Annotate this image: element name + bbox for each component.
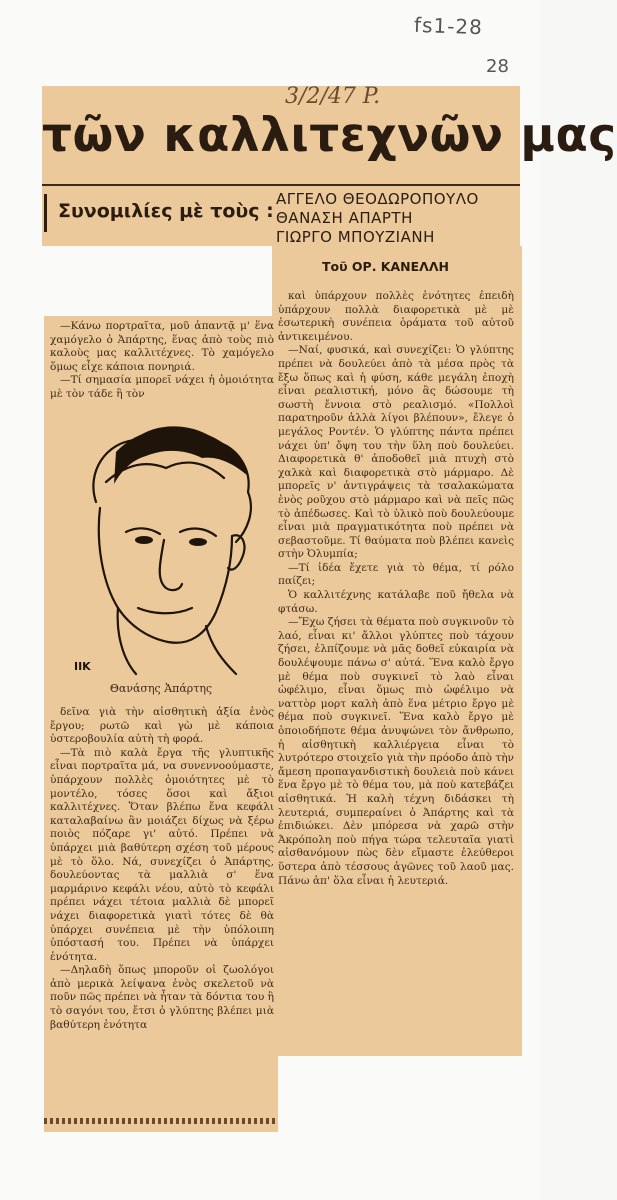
- headline: τῶν καλλιτεχνῶν μας: [42, 108, 617, 163]
- portrait-sketch: [56, 412, 268, 678]
- interviewee-name: ΓΙΩΡΓΟ ΜΠΟΥΖΙΑΝΗ: [276, 228, 435, 246]
- subhead-bar: [44, 194, 47, 232]
- interviewee-list: [276, 190, 479, 247]
- paragraph: —Κάνω πορτραῖτα, μοῦ ἀπαντᾷ μ' ἕνα χαμόγελο ὁ Ἀπάρτης, ἕνας ἀπὸ τοὺς πιὸ καλοὺς μας καλλιτέχνες. Τὸ χαμόγελο ὅμως εἶχε κάποια πονηριά.: [50, 320, 274, 373]
- byline: Τοῦ ΟΡ. ΚΑΝΕΛΛΗ: [322, 259, 449, 274]
- right-column: [278, 290, 514, 888]
- paragraph: —Δηλαδὴ ὅπως μποροῦν οἱ ζωολόγοι ἀπὸ μερικὰ λείψανα ἑνὸς σκελετοῦ νὰ ποῦν πῶς πρέπει νὰ ἦταν τὰ δόντια του ἢ τὸ σαγόνι του, ἔτσι ὁ γλύπτης βλέπει μιὰ βαθύτερη ἑνότητα: [50, 964, 274, 1031]
- paragraph: —Τί σημασία μπορεῖ νάχει ἡ ὁμοιότητα μὲ τὸν τάδε ἢ τὸν: [50, 374, 274, 400]
- page-number: 28: [486, 56, 509, 77]
- paragraph: —Τί ἰδέα ἔχετε γιὰ τὸ θέμα, τί ρόλο παίζει;: [278, 561, 514, 588]
- left-column-bottom: [50, 706, 274, 1032]
- paragraph: καὶ ὑπάρχουν πολλὲς ἑνότητες ἐπειδὴ ὑπάρχουν πολλὰ διαφορετικὰ μὲ μὲ ἐσωτερικὴ συνέπεια ὁράματα τοῦ αὐτοῦ ἀντικειμένου.: [278, 290, 514, 343]
- svg-text:ΙΙΚ: ΙΙΚ: [74, 660, 91, 673]
- subhead: Συνομιλίες μὲ τοὺς :: [58, 200, 274, 222]
- paragraph: —Ναί, φυσικά, καὶ συνεχίζει: Ὁ γλύπτης πρέπει νὰ δουλεύει ἀπὸ τὰ μέσα πρὸς τὰ ἔξω ὅπως καὶ ἡ φύση, κάθε μεγάλη ἐποχὴ εἶναι ρεαλιστική, μόνο ἂς δώσουμε τὴ σωστὴ ἔννοια στὸ ρεαλισμό. «Πολλοὶ παρατηροῦν ἀλλὰ λίγοι βλέπουν», ἔλεγε ὁ μεγάλος Ροντέν. Ὁ γλύπτης πάντα πρέπει νάχει ὑπ' ὄψη του τὴν ὕλη ποὺ δουλεύει. Διαφορετικὰ θ' ἀποδοθεῖ μιὰ πτυχὴ στὸ χαλκὰ καὶ διαφορετικὰ στὸ μάρμαρο. Δὲ μπορεῖς ν' ἀντιγράψεις τὰ τσαλακώματα ἑνὸς ροῦχου στὸ μάρμαρο καὶ νὰ πεῖς πῶς τὸ ἀπέδωσες. Καὶ τὸ ὑλικὸ ποὺ δουλεύουμε εἶναι μιὰ πραγματικότητα ποὺ πρέπει νὰ σεβαστοῦμε. Τί θαύματα ποὺ βλέπει κανεὶς στὴν Ὀλυμπία;: [278, 344, 514, 561]
- clipping-bottom-rule: [44, 1118, 278, 1124]
- interviewee-name: ΘΑΝΑΣΗ ΑΠΑΡΤΗ: [276, 209, 413, 227]
- portrait-caption: Θανάσης Ἀπάρτης: [109, 682, 213, 695]
- left-column-top: [50, 320, 274, 402]
- paragraph: —Ἔχω ζήσει τὰ θέματα ποὺ συγκινοῦν τὸ λαό, εἶναι κι' ἄλλοι γλύπτες ποὺ τάχουν ζήσει, ἐλπίζουμε νὰ μᾶς δοθεῖ εὐκαιρία νὰ δουλέψουμε πάνω σ' αὐτά. Ἕνα καλὸ ἔργο μὲ θέμα ποὺ συγκινεῖ τὸ λαὸ εἶναι ὠφέλιμο, εἶναι ὅμως πιὸ ὠφέλιμο νὰ ναττὸρ μορτ καλὴ ἀπὸ ἕνα μέτριο ἔργο μὲ θέμα ποὺ συγκινεῖ. Ἕνα καλὸ ἔργο μὲ ὁποιοδήποτε θέμα ἀνυψώνει τὸν ἄνθρωπο, ἡ αἰσθητικὴ καλλιέργεια εἶναι τὸ λυτρότερο στοιχεῖο γιὰ τὴν πρόοδο ἀπὸ τὴν ἄμεση προπαγανδιστικὴ δουλειὰ ποὺ κάνει ἕνα ἔργο μὲ τὸ θέμα του, μὰ ποὺ κατεβάζει αἰσθητικά. Ἡ καλὴ τέχνη διδάσκει τὴ λευτεριά, συμπεραίνει ὁ Ἀπάρτης καὶ τὰ ἐπιδιώκει. Δὲν μπόρεσα νὰ χαρῶ στὴν Ἀκρόπολη ποὺ πήγα τώρα τελευταῖα γιατὶ αἰσθανόμουν πὼς δὲν εἴμαστε ἐλεύθεροι ὕστερα ἀπὸ τέσσους ἀγῶνες τοῦ λαοῦ μας. Πάνω ἀπ' ὅλα εἶναι ἡ λευτεριά.: [278, 616, 514, 887]
- interviewee-name: ΑΓΓΕΛΟ ΘΕΟΔΩΡΟΠΟΥΛΟ: [276, 190, 479, 208]
- handwritten-date: 3/2/47 P.: [285, 84, 381, 109]
- paragraph: δεῖνα γιὰ τὴν αἰσθητικὴ ἀξία ἑνὸς ἔργου; ρωτῶ καὶ γὼ μὲ κάποια ὑστεροβουλία αὐτὴ τὴ φορά.: [50, 706, 274, 746]
- paragraph: —Τὰ πιὸ καλὰ ἔργα τῆς γλυπτικῆς εἶναι πορτραῖτα μά, να συνεννοούμαστε, ὑπάρχουν πολλὲς ὁμοιότητες μὲ τὸ μοντέλο, τόσες ὅσοι καὶ ἄξιοι καλλιτέχνες. Ὅταν βλέπω ἕνα κεφάλι καταλαβαίνω ἂν μοιάζει δίχως νὰ ξέρω ποιὸς πόζαρε γι' αὐτό. Πρέπει νὰ ὑπάρχει μιὰ βαθύτερη σχέση τοῦ μέρους μὲ τὸ ὅλο. Νά, συνεχίζει ὁ Ἀπάρτης, δουλεύοντας τὰ μαλλιὰ σ' ἕνα μαρμάρινο κεφάλι νέου, αὐτὸ τὸ κεφάλι πρέπει νάχει τέτοια μαλλιὰ δὲ μπορεῖ νάχει διαφορετικὰ γιατὶ τότες δὲ θὰ ὑπάρχει συνέπεια μὲ τὴν ὑπόλοιπη ὑπόστασή του. Πρέπει νὰ ὑπάρχει ἑνότητα.: [50, 746, 274, 963]
- archive-code: fs1-28: [413, 12, 484, 40]
- paragraph: Ὁ καλλιτέχνης κατάλαβε ποῦ ἤθελα νὰ φτάσω.: [278, 589, 514, 615]
- headline-rule: [42, 184, 520, 186]
